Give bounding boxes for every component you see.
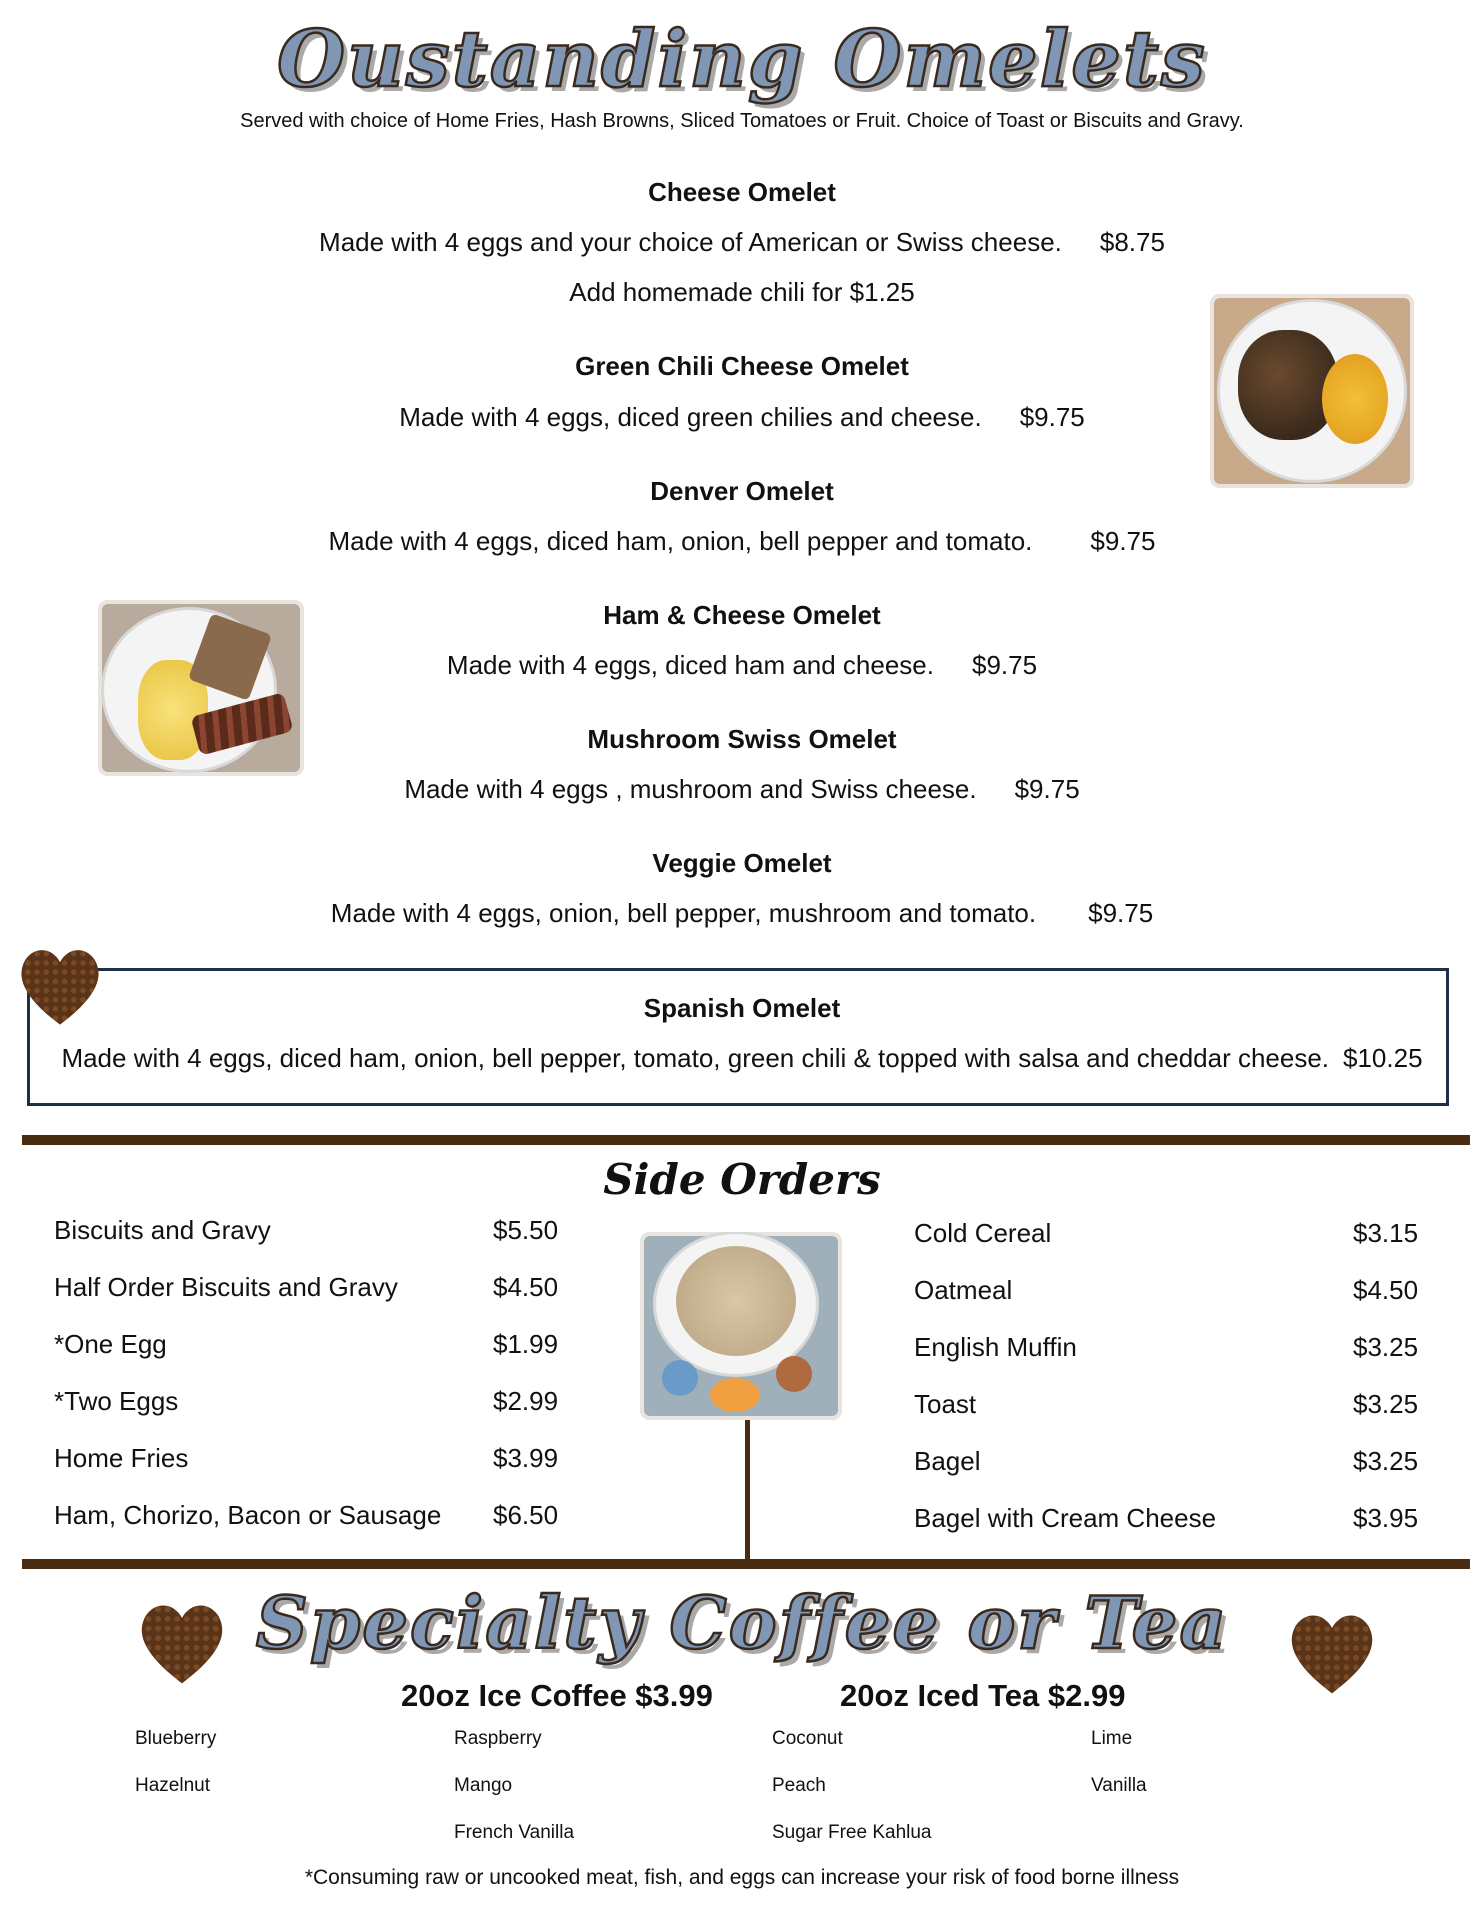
- omelet-name: Ham & Cheese Omelet: [603, 600, 881, 630]
- omelet-name: Veggie Omelet: [652, 848, 832, 878]
- side-item-price: $3.99: [493, 1443, 559, 1473]
- side-item-price: $4.50: [1353, 1275, 1419, 1305]
- featured-omelet-description: [0, 1043, 1484, 1074]
- side-item-price: $3.25: [1353, 1389, 1419, 1419]
- omelet-description: [0, 526, 1484, 557]
- side-item-price: $3.95: [1353, 1503, 1419, 1533]
- flavor-item: Raspberry: [454, 1728, 542, 1749]
- flavor-item: Peach: [772, 1775, 826, 1796]
- flavor-item: Sugar Free Kahlua: [772, 1822, 932, 1843]
- omelet-price: $9.75: [1019, 402, 1085, 432]
- flavor-item: Vanilla: [1091, 1775, 1147, 1796]
- featured-omelet-description-text: Made with 4 eggs, diced ham, onion, bell pepper, tomato, green chili & topped with salsa and cheddar cheese.: [61, 1043, 1330, 1073]
- side-item-name: Biscuits and Gravy: [54, 1215, 271, 1245]
- menu-subtitle: Served with choice of Home Fries, Hash Browns, Sliced Tomatoes or Fruit. Choice of Toast or Biscuits and Gravy.: [240, 110, 1244, 132]
- side-item-name: Home Fries: [54, 1443, 189, 1473]
- side-item-name: Toast: [914, 1389, 977, 1419]
- omelet-description-text: Made with 4 eggs, diced green chilies and cheese.: [399, 402, 982, 432]
- side-item-name: *One Egg: [54, 1329, 167, 1359]
- omelet-potatoes-photo: [1210, 294, 1414, 488]
- side-item-name: Oatmeal: [914, 1275, 1013, 1305]
- omelet-description-text: Made with 4 eggs and your choice of American or Swiss cheese.: [319, 227, 1062, 257]
- featured-omelet-name: Spanish Omelet: [643, 993, 841, 1023]
- side-item-name: *Two Eggs: [54, 1386, 179, 1416]
- side-item-price: $4.50: [493, 1272, 559, 1302]
- side-divider-stem: [745, 1420, 750, 1562]
- eggs-toast-bacon-photo: [98, 600, 304, 776]
- side-item-price: $3.25: [1353, 1332, 1419, 1362]
- menu-title: Oustanding Omelets: [277, 14, 1207, 105]
- flavor-item: Coconut: [772, 1728, 843, 1749]
- omelet-name: Denver Omelet: [650, 476, 834, 506]
- side-item-name: English Muffin: [914, 1332, 1077, 1362]
- flavor-item: Lime: [1091, 1728, 1133, 1749]
- omelet-price: $9.75: [1090, 526, 1156, 556]
- omelet-price: $9.75: [1014, 774, 1080, 804]
- omelet-name: Mushroom Swiss Omelet: [587, 724, 897, 754]
- side-item-name: Bagel with Cream Cheese: [914, 1503, 1217, 1533]
- omelet-price: $9.75: [1088, 898, 1154, 928]
- omelet-description: [0, 898, 1484, 929]
- side-item-price: $6.50: [493, 1500, 559, 1530]
- side-orders-title: Side Orders: [603, 1155, 881, 1204]
- side-item-price: $1.99: [493, 1329, 559, 1359]
- flavor-item: Mango: [454, 1775, 513, 1796]
- omelet-price: $9.75: [972, 650, 1038, 680]
- heart-icon: [14, 940, 106, 1032]
- side-item-price: $3.25: [1353, 1446, 1419, 1476]
- side-item-price: $2.99: [493, 1386, 559, 1416]
- omelet-price: $8.75: [1099, 227, 1165, 257]
- omelet-description-text: Made with 4 eggs , mushroom and Swiss cheese.: [404, 774, 977, 804]
- flavor-item: French Vanilla: [454, 1822, 575, 1843]
- food-safety-disclaimer: *Consuming raw or uncooked meat, fish, and eggs can increase your risk of food borne illness: [304, 1866, 1180, 1889]
- omelet-description-text: Made with 4 eggs, diced ham, onion, bell pepper and tomato.: [328, 526, 1033, 556]
- omelet-name: Green Chili Cheese Omelet: [575, 351, 909, 381]
- featured-omelet-box: [27, 968, 1449, 1106]
- flavor-item: Blueberry: [135, 1728, 217, 1749]
- omelet-note: Add homemade chili for $1.25: [569, 277, 915, 307]
- side-item-name: Ham, Chorizo, Bacon or Sausage: [54, 1500, 442, 1530]
- coffee-title: Specialty Coffee or Tea: [255, 1580, 1229, 1665]
- ice-coffee-heading: 20oz Ice Coffee $3.99: [401, 1678, 713, 1713]
- omelet-description: [0, 774, 1484, 805]
- iced-tea-heading: 20oz Iced Tea $2.99: [840, 1678, 1126, 1713]
- featured-omelet-price: $10.25: [1343, 1043, 1423, 1073]
- side-item-name: Bagel: [914, 1446, 981, 1476]
- omelet-description: [0, 227, 1484, 258]
- side-item-name: Cold Cereal: [914, 1218, 1052, 1248]
- side-item-name: Half Order Biscuits and Gravy: [54, 1272, 398, 1302]
- omelet-name: Cheese Omelet: [648, 177, 836, 207]
- side-item-price: $5.50: [493, 1215, 559, 1245]
- flavor-item: Hazelnut: [135, 1775, 210, 1796]
- section-divider: [22, 1135, 1470, 1145]
- omelet-description-text: Made with 4 eggs, diced ham and cheese.: [446, 650, 934, 680]
- side-item-price: $3.15: [1353, 1218, 1419, 1248]
- omelet-description-text: Made with 4 eggs, onion, bell pepper, mushroom and tomato.: [330, 898, 1037, 928]
- oatmeal-photo: [640, 1232, 842, 1420]
